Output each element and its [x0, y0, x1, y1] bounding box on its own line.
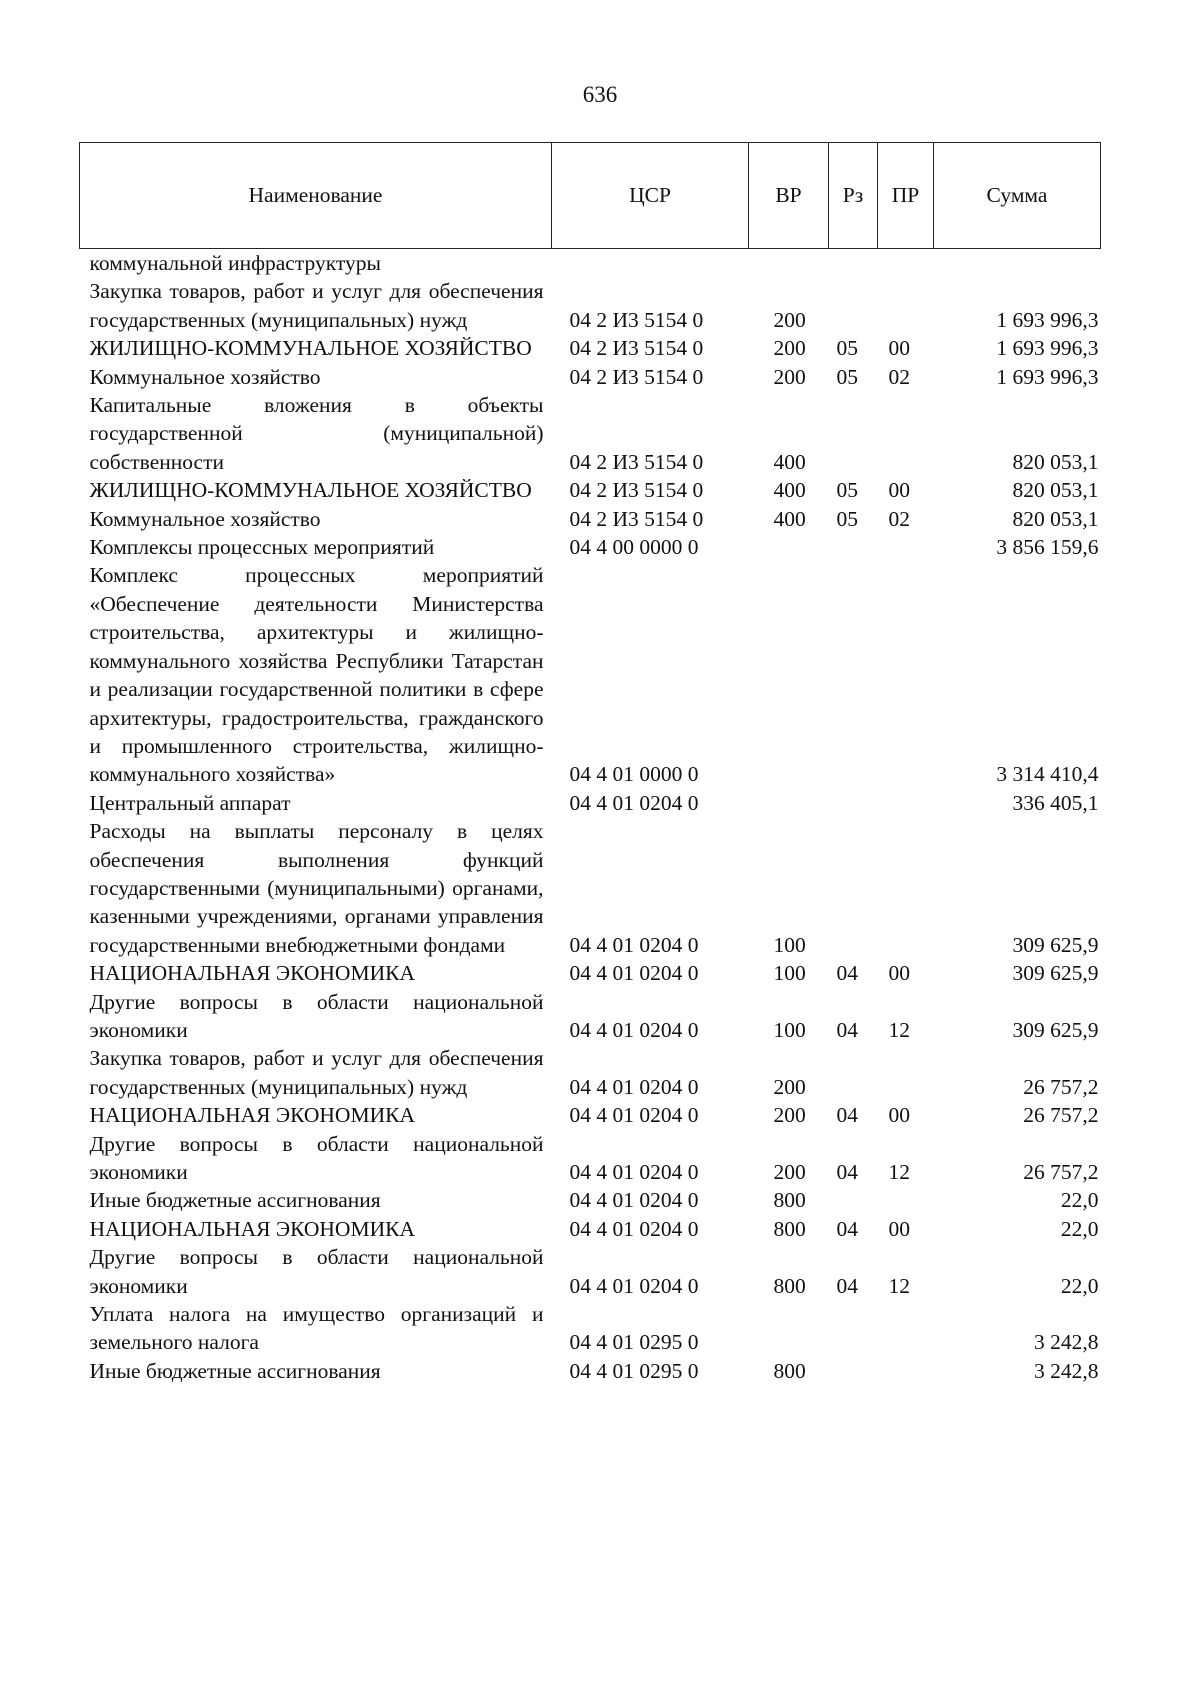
cell-pr: 00	[888, 1103, 910, 1128]
table-row	[80, 533, 1101, 561]
cell-vr: 200	[773, 1074, 806, 1099]
cell-pr: 00	[888, 336, 910, 361]
cell-sum: 309 625,9	[1012, 932, 1099, 957]
cell-rz	[829, 533, 878, 561]
cell-csr: 04 2 И3 5154 0	[569, 307, 704, 332]
cell-rz	[829, 817, 878, 959]
cell-rz	[829, 561, 878, 788]
cell-sum: 1 693 996,3	[996, 307, 1099, 332]
cell-sum: 22,0	[1060, 1216, 1099, 1241]
cell-sum: 3 242,8	[1034, 1330, 1099, 1355]
table-row	[80, 817, 1101, 959]
cell-vr: 100	[773, 932, 806, 957]
cell-csr: 04 4 01 0204 0	[569, 1273, 699, 1298]
table-row	[80, 1130, 1101, 1187]
table-row	[80, 561, 1101, 788]
cell-sum: 22,0	[1060, 1273, 1099, 1298]
cell-sum: 1 693 996,3	[996, 364, 1099, 389]
cell-csr: 04 4 01 0204 0	[569, 1188, 699, 1213]
cell-csr: 04 2 И3 5154 0	[569, 449, 704, 474]
cell-sum: 26 757,2	[1023, 1160, 1099, 1184]
cell-pr	[878, 1357, 934, 1385]
cell-name: Закупка товаров, работ и услуг для обеспечения государственных (муниципальных) нужд	[89, 279, 544, 332]
cell-rz	[829, 277, 878, 334]
table-row	[80, 277, 1101, 334]
cell-pr	[878, 817, 934, 959]
cell-vr	[749, 1300, 829, 1357]
header-pr: ПР	[878, 143, 934, 249]
cell-rz: 05	[836, 478, 858, 503]
cell-rz: 04	[836, 1160, 858, 1184]
table-row	[80, 988, 1101, 1045]
cell-pr	[878, 789, 934, 817]
cell-name: НАЦИОНАЛЬНАЯ ЭКОНОМИКА	[89, 1103, 415, 1128]
cell-pr: 00	[888, 961, 910, 986]
cell-name: Иные бюджетные ассигнования	[89, 1358, 381, 1383]
cell-rz: 04	[836, 1216, 858, 1241]
cell-vr: 200	[773, 1103, 806, 1128]
cell-name: ЖИЛИЩНО-КОММУНАЛЬНОЕ ХОЗЯЙСТВО	[89, 336, 532, 361]
header-sum: Сумма	[934, 143, 1101, 249]
cell-pr	[878, 249, 934, 278]
table-row	[80, 363, 1101, 391]
cell-name: Закупка товаров, работ и услуг для обеспечения государственных (муниципальных) нужд	[89, 1046, 544, 1099]
cell-csr: 04 4 01 0204 0	[569, 1074, 699, 1099]
cell-pr: 12	[888, 1017, 910, 1042]
cell-vr: 200	[773, 307, 806, 332]
cell-vr: 800	[773, 1273, 806, 1298]
cell-csr: 04 4 01 0204 0	[569, 1017, 699, 1042]
cell-vr	[749, 789, 829, 817]
table-row	[80, 1300, 1101, 1357]
cell-csr: 04 4 01 0204 0	[569, 1103, 699, 1128]
cell-pr: 12	[888, 1160, 910, 1184]
header-name: Наименование	[80, 143, 552, 249]
cell-sum: 309 625,9	[1012, 961, 1099, 986]
cell-rz: 04	[836, 961, 858, 986]
cell-pr	[878, 1044, 934, 1101]
cell-sum: 309 625,9	[1012, 1017, 1099, 1042]
header-csr: ЦСР	[552, 143, 749, 249]
cell-rz: 04	[836, 1103, 858, 1128]
cell-vr: 400	[773, 449, 806, 474]
cell-name: НАЦИОНАЛЬНАЯ ЭКОНОМИКА	[89, 1216, 415, 1241]
table-row	[80, 476, 1101, 504]
cell-name: Коммунальное хозяйство	[89, 506, 321, 531]
cell-vr: 800	[773, 1188, 806, 1213]
page-number: 636	[582, 82, 618, 107]
cell-vr	[749, 561, 829, 788]
cell-vr: 400	[773, 506, 806, 531]
cell-csr: 04 2 И3 5154 0	[569, 478, 704, 503]
cell-vr: 200	[773, 364, 806, 389]
cell-name: Расходы на выплаты персоналу в целях обеспечения выполнения функций государственными (муниципальными) органами, казенными учреждениями, органами управления государственными внебюджетными фондами	[89, 819, 544, 957]
table-row	[80, 1186, 1101, 1214]
table-row	[80, 789, 1101, 817]
cell-pr: 02	[888, 364, 910, 389]
cell-name: Иные бюджетные ассигнования	[89, 1188, 381, 1213]
cell-name: Коммунальное хозяйство	[89, 364, 321, 389]
cell-rz: 05	[836, 364, 858, 389]
cell-rz: 05	[836, 506, 858, 531]
cell-csr: 04 4 01 0204 0	[569, 932, 699, 957]
cell-name: Другие вопросы в области национальной экономики	[89, 1131, 544, 1184]
table-row	[80, 959, 1101, 987]
table-row	[80, 391, 1101, 476]
cell-vr: 200	[773, 1160, 806, 1184]
cell-name: Центральный аппарат	[89, 790, 291, 815]
cell-rz	[829, 789, 878, 817]
cell-sum: 26 757,2	[1023, 1074, 1099, 1099]
cell-vr	[749, 533, 829, 561]
cell-pr	[878, 391, 934, 476]
cell-pr	[878, 1300, 934, 1357]
cell-rz	[829, 1044, 878, 1101]
cell-sum: 22,0	[1060, 1188, 1099, 1213]
cell-csr: 04 4 01 0000 0	[569, 762, 699, 787]
cell-pr: 02	[888, 506, 910, 531]
cell-name: Комплекс процессных мероприятий «Обеспечение деятельности Министерства строительства, архитектуры и жилищно-коммунального хозяйства Республики Татарстан и реализации государственной политики в сфере архитектуры, градостроительства, гражданского и промышленного строительства, жилищно-коммунального хозяйства»	[89, 563, 544, 787]
cell-pr	[878, 533, 934, 561]
table-row	[80, 1357, 1101, 1385]
table-row	[80, 1215, 1101, 1243]
table-row	[80, 1243, 1101, 1300]
cell-rz	[829, 391, 878, 476]
cell-vr: 100	[773, 1017, 806, 1042]
cell-csr: 04 2 И3 5154 0	[569, 364, 704, 389]
cell-rz: 04	[836, 1017, 858, 1042]
cell-name: НАЦИОНАЛЬНАЯ ЭКОНОМИКА	[89, 961, 415, 986]
cell-csr: 04 4 01 0204 0	[569, 1216, 699, 1241]
cell-pr: 12	[888, 1273, 910, 1298]
cell-sum: 3 242,8	[1034, 1358, 1099, 1383]
cell-sum: 820 053,1	[1012, 506, 1099, 531]
cell-name: ЖИЛИЩНО-КОММУНАЛЬНОЕ ХОЗЯЙСТВО	[89, 478, 532, 503]
cell-name: Уплата налога на имущество организаций и земельного налога	[89, 1302, 544, 1355]
header-vr: ВР	[749, 143, 829, 249]
cell-sum: 336 405,1	[1012, 790, 1099, 815]
cell-rz	[829, 1300, 878, 1357]
cell-sum: 3 856 159,6	[996, 535, 1099, 560]
cell-csr: 04 4 01 0204 0	[569, 1160, 699, 1184]
table-row	[80, 1101, 1101, 1129]
cell-csr: 04 4 01 0295 0	[569, 1330, 699, 1355]
cell-name: Комплексы процессных мероприятий	[89, 535, 435, 560]
cell-sum	[934, 249, 1101, 278]
cell-sum: 26 757,2	[1023, 1103, 1099, 1128]
cell-sum: 3 314 410,4	[996, 762, 1099, 787]
cell-sum: 1 693 996,3	[996, 336, 1099, 361]
header-rz: Рз	[829, 143, 878, 249]
cell-pr	[878, 561, 934, 788]
cell-csr: 04 4 01 0295 0	[569, 1358, 699, 1383]
cell-sum: 820 053,1	[1012, 449, 1099, 474]
cell-rz: 05	[836, 336, 858, 361]
cell-vr: 400	[773, 478, 806, 503]
cell-sum: 820 053,1	[1012, 478, 1099, 503]
cell-csr: 04 2 И3 5154 0	[569, 506, 704, 531]
cell-rz	[829, 1186, 878, 1214]
cell-name: коммунальной инфраструктуры	[89, 251, 381, 275]
cell-rz	[829, 249, 878, 278]
cell-vr: 800	[773, 1216, 806, 1241]
table-row	[80, 1044, 1101, 1101]
table-header	[80, 143, 1101, 249]
cell-csr: 04 4 01 0204 0	[569, 790, 699, 815]
budget-table	[79, 142, 1101, 1385]
cell-name: Другие вопросы в области национальной экономики	[89, 1245, 544, 1298]
table-row	[80, 334, 1101, 362]
cell-vr: 200	[773, 336, 806, 361]
table-row	[80, 249, 1101, 278]
cell-pr: 00	[888, 1216, 910, 1241]
cell-csr	[552, 249, 749, 278]
cell-vr: 800	[773, 1358, 806, 1383]
table-row	[80, 505, 1101, 533]
cell-csr: 04 4 01 0204 0	[569, 961, 699, 986]
table-body	[80, 249, 1101, 1386]
cell-name: Другие вопросы в области национальной экономики	[89, 989, 544, 1042]
cell-csr: 04 4 00 0000 0	[569, 535, 699, 560]
cell-rz: 04	[836, 1273, 858, 1298]
cell-pr	[878, 1186, 934, 1214]
cell-name: Капитальные вложения в объекты государственной (муниципальной) собственности	[89, 393, 544, 474]
cell-rz	[829, 1357, 878, 1385]
cell-vr	[749, 249, 829, 278]
cell-vr: 100	[773, 961, 806, 986]
cell-pr: 00	[888, 478, 910, 503]
cell-pr	[878, 277, 934, 334]
cell-csr: 04 2 И3 5154 0	[569, 336, 704, 361]
